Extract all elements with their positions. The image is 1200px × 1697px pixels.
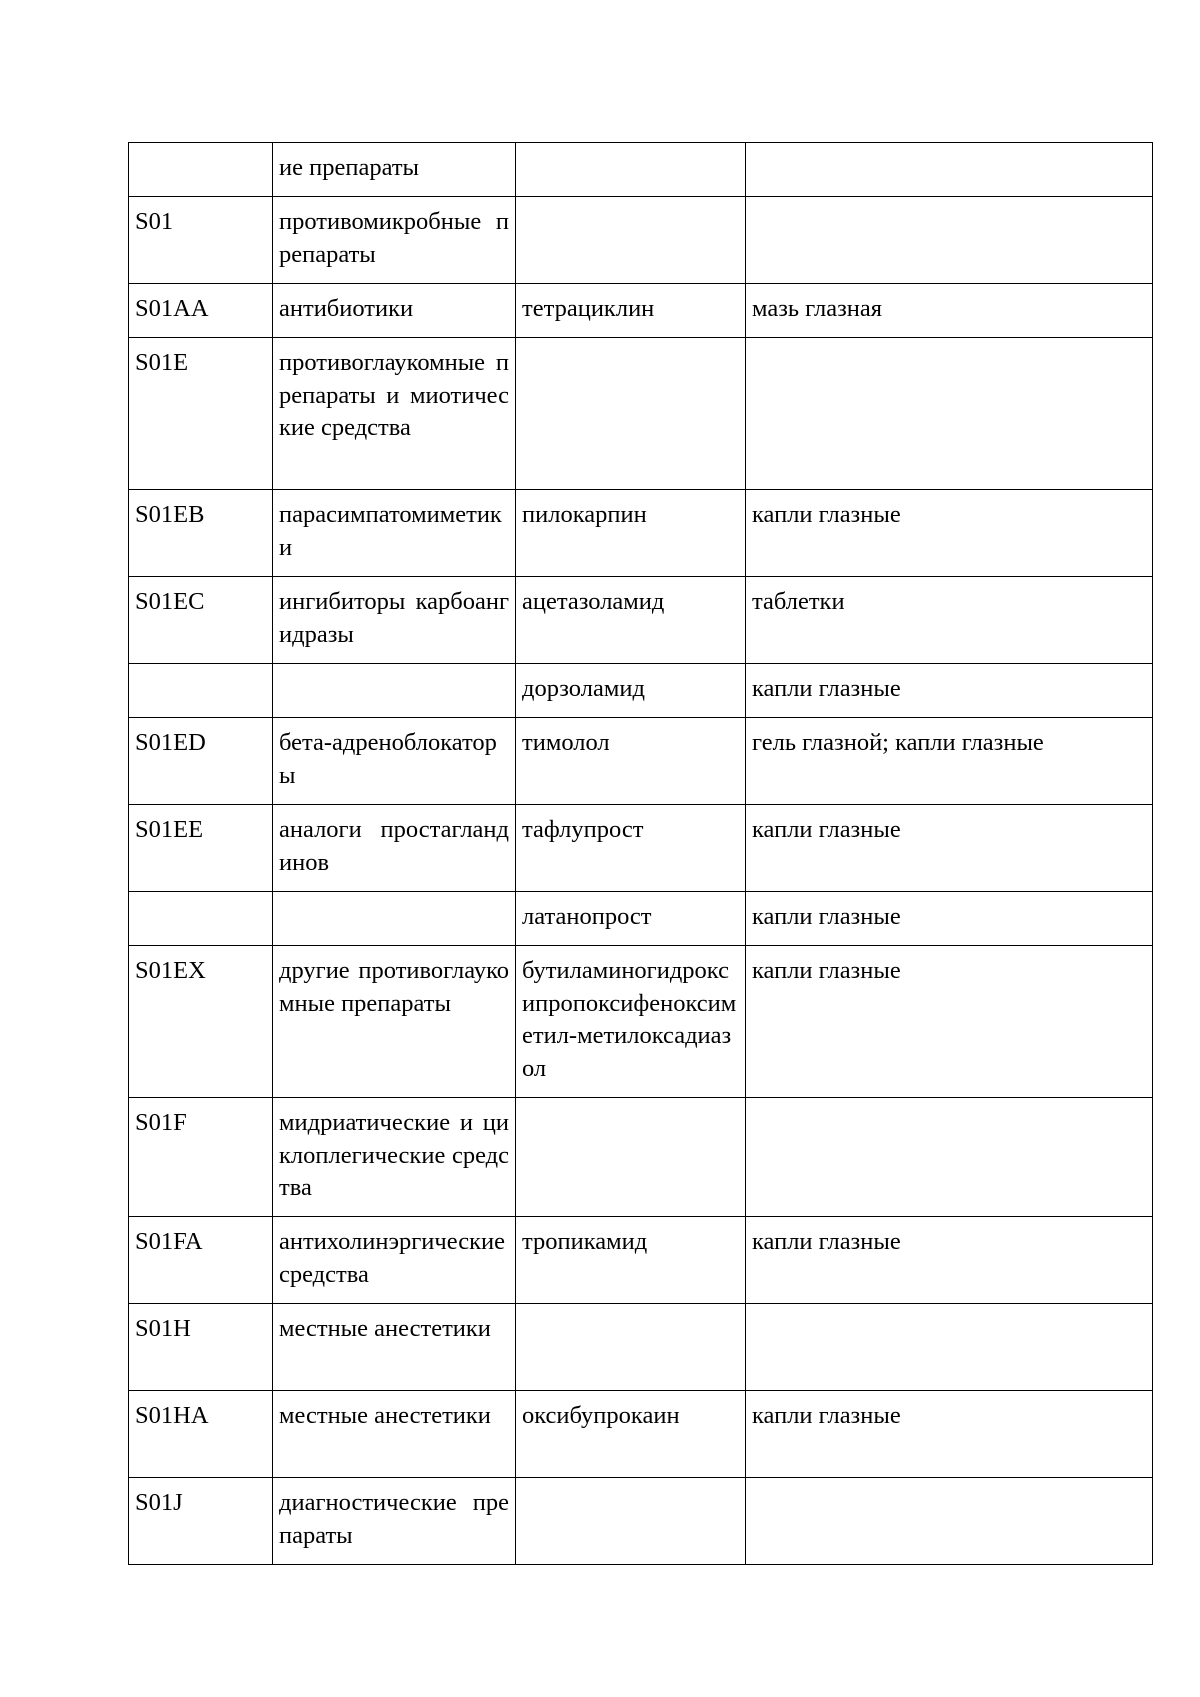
dosage-form-cell: капли глазные xyxy=(746,1217,1153,1304)
drug-name-cell xyxy=(516,1304,746,1391)
group-cell: ингибиторы карбоангидразы xyxy=(273,577,516,664)
drug-name-cell: оксибупрокаин xyxy=(516,1391,746,1478)
dosage-form-cell xyxy=(746,1478,1153,1565)
table-row xyxy=(129,805,1153,892)
atc-code-cell xyxy=(129,143,273,197)
table-row xyxy=(129,1098,1153,1217)
drug-name-cell xyxy=(516,1478,746,1565)
group-cell: ие препараты xyxy=(273,143,516,197)
table-row xyxy=(129,892,1153,946)
table-row xyxy=(129,284,1153,338)
table-row xyxy=(129,143,1153,197)
dosage-form-cell: мазь глазная xyxy=(746,284,1153,338)
table-row xyxy=(129,1478,1153,1565)
drug-name-cell: бутиламиногидроксипропоксифеноксиметил-метилоксадиазол xyxy=(516,946,746,1098)
table-row xyxy=(129,338,1153,490)
drug-name-cell: дорзоламид xyxy=(516,664,746,718)
drug-name-cell: тетрациклин xyxy=(516,284,746,338)
group-cell: местные анестетики xyxy=(273,1391,516,1478)
group-cell: другие противоглаукомные препараты xyxy=(273,946,516,1098)
dosage-form-cell: таблетки xyxy=(746,577,1153,664)
atc-code-cell: S01ED xyxy=(129,718,273,805)
dosage-form-cell: капли глазные xyxy=(746,664,1153,718)
drug-name-cell xyxy=(516,338,746,490)
group-cell: бета-адреноблокаторы xyxy=(273,718,516,805)
drug-name-cell xyxy=(516,1098,746,1217)
drug-name-cell: тропикамид xyxy=(516,1217,746,1304)
atc-code-cell xyxy=(129,664,273,718)
table-row xyxy=(129,718,1153,805)
drug-name-cell: пилокарпин xyxy=(516,490,746,577)
drug-name-cell: ацетазоламид xyxy=(516,577,746,664)
table-row xyxy=(129,577,1153,664)
table-row xyxy=(129,1391,1153,1478)
atc-code-cell: S01F xyxy=(129,1098,273,1217)
dosage-form-cell: капли глазные xyxy=(746,805,1153,892)
atc-code-cell: S01EE xyxy=(129,805,273,892)
dosage-form-cell xyxy=(746,1304,1153,1391)
table-row xyxy=(129,946,1153,1098)
atc-code-cell: S01 xyxy=(129,197,273,284)
dosage-form-cell: капли глазные xyxy=(746,1391,1153,1478)
atc-code-cell: S01EX xyxy=(129,946,273,1098)
table-row xyxy=(129,490,1153,577)
group-cell: диагностические препараты xyxy=(273,1478,516,1565)
drug-name-cell xyxy=(516,143,746,197)
dosage-form-cell: капли глазные xyxy=(746,892,1153,946)
atc-code-cell: S01AA xyxy=(129,284,273,338)
table-row xyxy=(129,1304,1153,1391)
drug-name-cell: тимолол xyxy=(516,718,746,805)
dosage-form-cell xyxy=(746,338,1153,490)
dosage-form-cell: капли глазные xyxy=(746,946,1153,1098)
group-cell xyxy=(273,892,516,946)
group-cell: аналоги простагландинов xyxy=(273,805,516,892)
group-cell: противоглаукомные препараты и миотические средства xyxy=(273,338,516,490)
table-row xyxy=(129,197,1153,284)
group-cell: парасимпатомиметики xyxy=(273,490,516,577)
group-cell: противомикробные препараты xyxy=(273,197,516,284)
atc-code-cell: S01J xyxy=(129,1478,273,1565)
dosage-form-cell: гель глазной; капли глазные xyxy=(746,718,1153,805)
dosage-form-cell xyxy=(746,197,1153,284)
atc-code-cell: S01H xyxy=(129,1304,273,1391)
table-row xyxy=(129,664,1153,718)
atc-code-cell: S01E xyxy=(129,338,273,490)
atc-code-cell: S01EB xyxy=(129,490,273,577)
dosage-form-cell xyxy=(746,1098,1153,1217)
drug-name-cell: тафлупрост xyxy=(516,805,746,892)
atc-code-cell: S01FA xyxy=(129,1217,273,1304)
atc-code-cell: S01EC xyxy=(129,577,273,664)
drug-name-cell: латанопрост xyxy=(516,892,746,946)
group-cell xyxy=(273,664,516,718)
atc-code-cell: S01HA xyxy=(129,1391,273,1478)
group-cell: антихолинэргические средства xyxy=(273,1217,516,1304)
atc-code-cell xyxy=(129,892,273,946)
table-body xyxy=(129,143,1153,1565)
group-cell: местные анестетики xyxy=(273,1304,516,1391)
dosage-form-cell: капли глазные xyxy=(746,490,1153,577)
dosage-form-cell xyxy=(746,143,1153,197)
table-row xyxy=(129,1217,1153,1304)
group-cell: мидриатические и циклоплегические средства xyxy=(273,1098,516,1217)
group-cell: антибиотики xyxy=(273,284,516,338)
drug-table xyxy=(128,142,1153,1565)
drug-name-cell xyxy=(516,197,746,284)
